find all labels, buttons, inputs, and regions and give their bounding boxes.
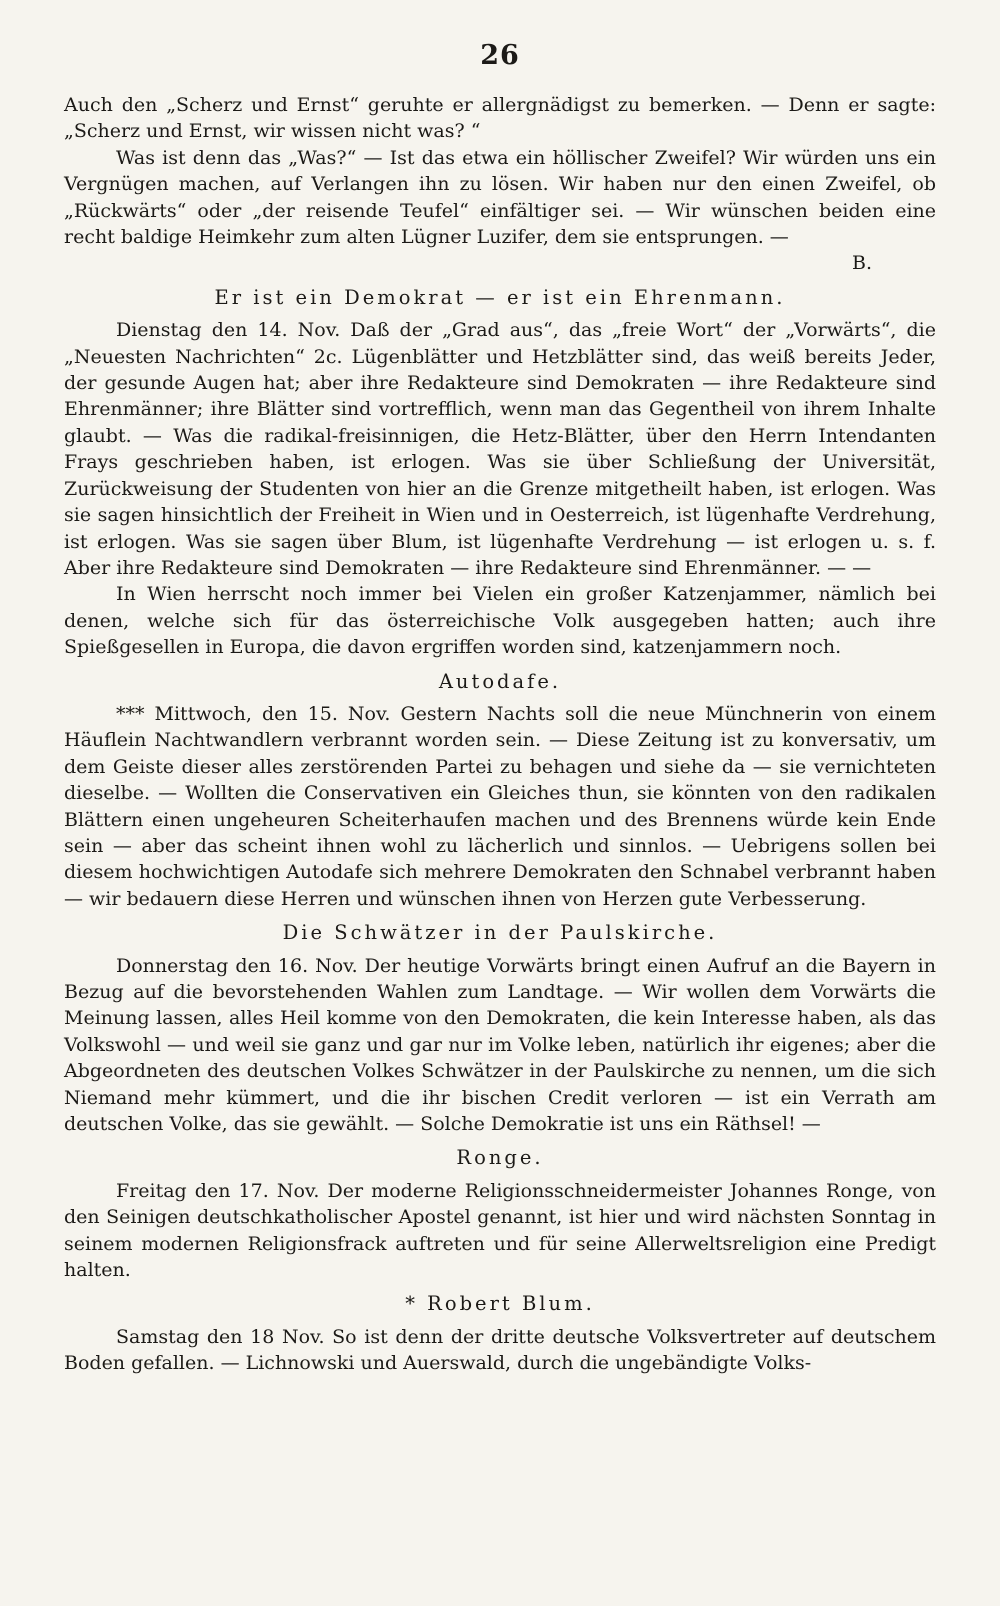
section-heading-ronge: Ronge.	[456, 1146, 544, 1170]
blum-paragraph: Samstag den 18 Nov. So ist denn der dritte deutsche Volksvertreter auf deutschem Boden gefallen. — Lichnowski und Auerswald, durch die ungebändigte Volks-	[64, 1325, 936, 1375]
autodafe-paragraph: *** Mittwoch, den 15. Nov. Gestern Nachts soll die neue Münchnerin von einem Häuflein Nachtwandlern verbrannt worden sein. — Diese Zeitung ist zu konversativ, um dem Geiste dieser alles zerstörenden Partei zu behagen und siehe da — sie vernichteten dieselbe. — Wollten die Conservativen ein Gleiches thun, sie könnten von den radikalen Blättern einen ungeheuren Scheiterhaufen machen und des Brennens würde kein Ende sein — aber das scheint ihnen wohl zu lächerlich und sinnlos. — Uebrigens sollen bei diesem hochwichtigen Autodafe sich mehrere Demokraten den Schnabel verbrannt haben — wir bedauern diese Herren und wünschen ihnen von Herzen gute Verbesserung.	[64, 702, 936, 910]
section-heading-paulskirche: Die Schwätzer in der Paulskirche.	[282, 921, 718, 945]
page-number: 26	[480, 40, 520, 71]
intro-paragraph-2: Was ist denn das „Was?“ — Ist das etwa ein höllischer Zweifel? Wir würden uns ein Vergnügen machen, auf Verlangen ihn zu lösen. Wir haben nur den einen Zweifel, ob „Rückwärts“ oder „der reisende Teufel“ einfältiger sei. — Wir wünschen beiden eine recht baldige Heimkehr zum alten Lügner Luzifer, dem sie entsprungen. —	[64, 146, 936, 249]
intro-paragraph-1: Auch den „Scherz und Ernst“ geruhte er allergnädigst zu bemerken. — Denn er sagte: „Scherz und Ernst, wir wissen nicht was? “	[64, 94, 936, 143]
section-heading-demokrat: Er ist ein Demokrat — er ist ein Ehrenmann.	[214, 285, 786, 309]
section-heading-blum: * Robert Blum.	[405, 1292, 595, 1316]
section-heading-autodafe: Autodafe.	[438, 669, 562, 693]
ronge-paragraph: Freitag den 17. Nov. Der moderne Religionsschneidermeister Johannes Ronge, von den Seinigen deutschkatholischer Apostel genannt, ist hier und wird nächsten Sonntag in seinem modernen Religionsfrack auftreten und für seine Allerweltsreligion eine Predigt halten.	[64, 1179, 936, 1282]
demokrat-paragraph-2: In Wien herrscht noch immer bei Vielen ein großer Katzenjammer, nämlich bei denen, welche sich für das österreichische Volk ausgegeben hatten; auch ihre Spießgesellen in Europa, die davon ergriffen worden sind, katzenjammern noch.	[64, 583, 936, 659]
demokrat-paragraph-1: Dienstag den 14. Nov. Daß der „Grad aus“, das „freie Wort“ der „Vorwärts“, die „Neuesten Nachrichten“ 2c. Lügenblätter und Hetzblätter sind, das weiß bereits Jeder, der gesunde Augen hat; aber ihre Redakteure sind Demokraten — ihre Redakteure sind Ehrenmänner; ihre Blätter sind vortrefflich, wenn man das Gegentheil von ihrem Inhalte glaubt. — Was die radikal-freisinnigen, die Hetz-Blätter, über den Herrn Intendanten Frays geschrieben haben, ist erlogen. Was sie über Schließung der Universität, Zurückweisung der Studenten von hier an die Grenze mitgetheilt haben, ist erlogen. Was sie sagen hinsichtlich der Freiheit in Wien und in Oesterreich, ist lügenhafte Verdrehung, ist erlogen. Was sie sagen über Blum, ist lügenhafte Verdrehung — ist erlogen u. s. f. Aber ihre Redakteure sind Demokraten — ihre Redakteure sind Ehrenmänner. — —	[64, 319, 936, 579]
article-body	[64, 92, 936, 1377]
paulskirche-paragraph: Donnerstag den 16. Nov. Der heutige Vorwärts bringt einen Aufruf an die Bayern in Bezug auf die bevorstehenden Wahlen zum Landtage. — Wir wollen dem Vorwärts die Meinung lassen, alles Heil komme von den Demokraten, die kein Interesse haben, als das Volkswohl — und weil sie ganz und gar nur im Volke leben, natürlich ihr eigenes; aber die Abgeordneten des deutschen Volkes Schwätzer in der Paulskirche zu nennen, um die sich Niemand mehr kümmert, und die ihr bischen Credit verloren — ist ein Verrath am deutschen Volke, das sie gewählt. — Solche Demokratie ist uns ein Räthsel! —	[64, 954, 936, 1136]
signature: B.	[851, 252, 872, 275]
